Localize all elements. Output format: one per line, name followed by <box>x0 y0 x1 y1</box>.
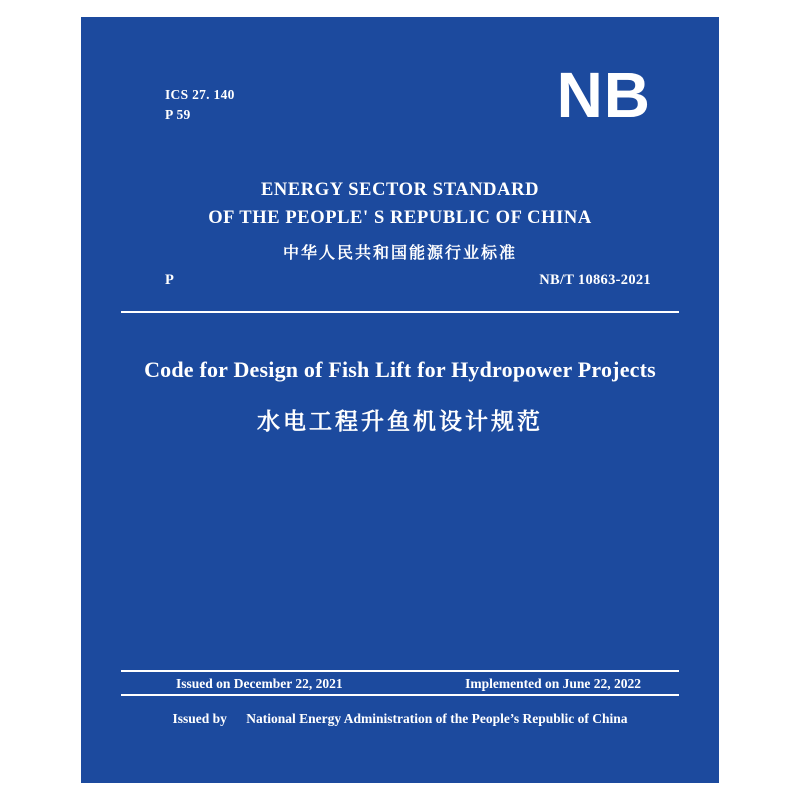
standard-number: NB/T 10863-2021 <box>539 272 651 288</box>
divider-dates-top <box>121 670 679 672</box>
issued-date: Issued on December 22, 2021 <box>176 676 343 691</box>
standard-heading <box>81 177 719 263</box>
standard-heading-line1: ENERGY SECTOR STANDARD <box>260 180 540 200</box>
issued-by-label: Issued by <box>172 711 227 726</box>
standard-code-row <box>165 272 651 289</box>
document-title-block <box>81 357 719 436</box>
divider-dates-bottom <box>121 694 679 696</box>
classification-code: P <box>165 272 175 288</box>
ccs-code: P 59 <box>165 107 191 123</box>
issued-by-organization: National Energy Administration of the People’s Republic of China <box>246 711 628 726</box>
issuer-row <box>81 711 719 727</box>
implemented-date: Implemented on June 22, 2022 <box>465 676 641 691</box>
standard-heading-line2: OF THE PEOPLE' S REPUBLIC OF CHINA <box>208 207 592 228</box>
divider-top <box>121 311 679 313</box>
document-title-english: Code for Design of Fish Lift for Hydropower Projects <box>144 357 656 382</box>
ics-code: ICS 27. 140 <box>165 87 235 102</box>
nb-logo: NB <box>556 59 651 131</box>
standard-cover <box>81 17 719 783</box>
document-title-chinese: 水电工程升鱼机设计规范 <box>257 409 543 435</box>
dates-row <box>176 676 641 692</box>
ics-classification-block <box>165 85 235 126</box>
standard-heading-chinese: 中华人民共和国能源行业标准 <box>282 242 517 262</box>
